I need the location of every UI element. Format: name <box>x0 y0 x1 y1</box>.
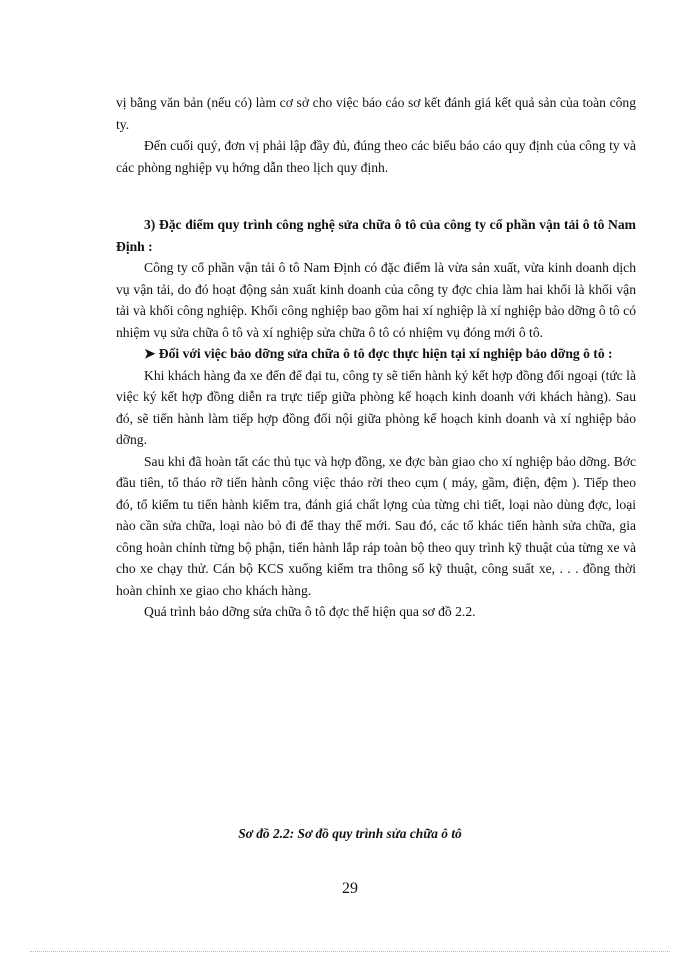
bullet-heading-text: Đối với việc bảo dỡng sửa chữa ô tô đợc thực hiện tại xí nghiệp bảo dỡng ô tô : <box>158 346 613 361</box>
intro-block <box>116 92 636 178</box>
section-paragraph-3: Sau khi đã hoàn tất các thủ tục và hợp đồng, xe đợc bàn giao cho xí nghiệp bảo dỡng. Bớc đầu tiên, tổ tháo rỡ tiến hành công việc tháo rời theo cụm ( máy, gầm, điện, đệm ). Tiếp theo đó, tổ kiểm tu tiến hành kiểm tra, đánh giá chất lợng của từng chi tiết, loại nào dùng đợc, loại nào cần sửa chữa, loại nào bỏ đi để thay thế mới. Sau đó, các tổ khác tiến hành sửa chữa, gia công hoàn chỉnh từng bộ phận, tiến hành lắp ráp toàn bộ theo quy trình kỹ thuật của từng xe và cho xe chạy thử. Cán bộ KCS xuống kiểm tra thông số kỹ thuật, công suất xe, . . . đồng thời hoàn chỉnh xe giao cho khách hàng. <box>116 453 636 598</box>
section-paragraph-2: Khi khách hàng đa xe đến để đại tu, công ty sẽ tiến hành ký kết hợp đồng đối ngoại (tức là việc ký kết hợp đồng diễn ra trực tiếp giữa phòng kế hoạch kinh doanh với khách hàng). Sau đó, sẽ tiến hành làm tiếp hợp đồng đối nội giữa phòng kế hoạch kinh doanh và xí nghiệp bảo dỡng. <box>116 367 636 447</box>
section-3 <box>116 214 636 623</box>
section-heading: 3) Đặc điểm quy trình công nghệ sửa chữa ô tô của công ty cổ phần vận tải ô tô Nam Định : <box>116 217 636 254</box>
section-paragraph-1: Công ty cổ phần vận tải ô tô Nam Định có đặc điểm là vừa sản xuất, vừa kinh doanh dịch vụ vận tải, do đó hoạt động sản xuất kinh doanh của công ty đợc chia làm hai khối là khối vận tải và khối công nghiệp. Khối công nghiệp bao gồm hai xí nghiệp là xí nghiệp bảo dỡng ô tô có nhiệm vụ sửa chữa ô tô và xí nghiệp sửa chữa ô tô có nhiệm vụ đóng mới ô tô. <box>116 260 636 340</box>
page-number: 29 <box>342 880 358 897</box>
page-bottom-divider <box>30 951 670 952</box>
arrow-bullet-icon: ➤ <box>144 346 156 361</box>
figure-caption: Sơ đồ 2.2: Sơ đồ quy trình sửa chữa ô tô <box>238 826 462 841</box>
intro-paragraph-2: Đến cuối quý, đơn vị phải lập đầy đủ, đúng theo các biểu báo cáo quy định của công ty và các phòng nghiệp vụ hớng dẫn theo lịch quy định. <box>116 138 636 175</box>
intro-paragraph-1: vị bằng văn bản (nếu có) làm cơ sở cho việc báo cáo sơ kết đánh giá kết quả sản của toàn công ty. <box>116 95 636 132</box>
section-paragraph-4: Quá trình bảo dỡng sửa chữa ô tô đợc thể hiện qua sơ đồ 2.2. <box>144 604 476 619</box>
bullet-heading <box>116 343 636 365</box>
